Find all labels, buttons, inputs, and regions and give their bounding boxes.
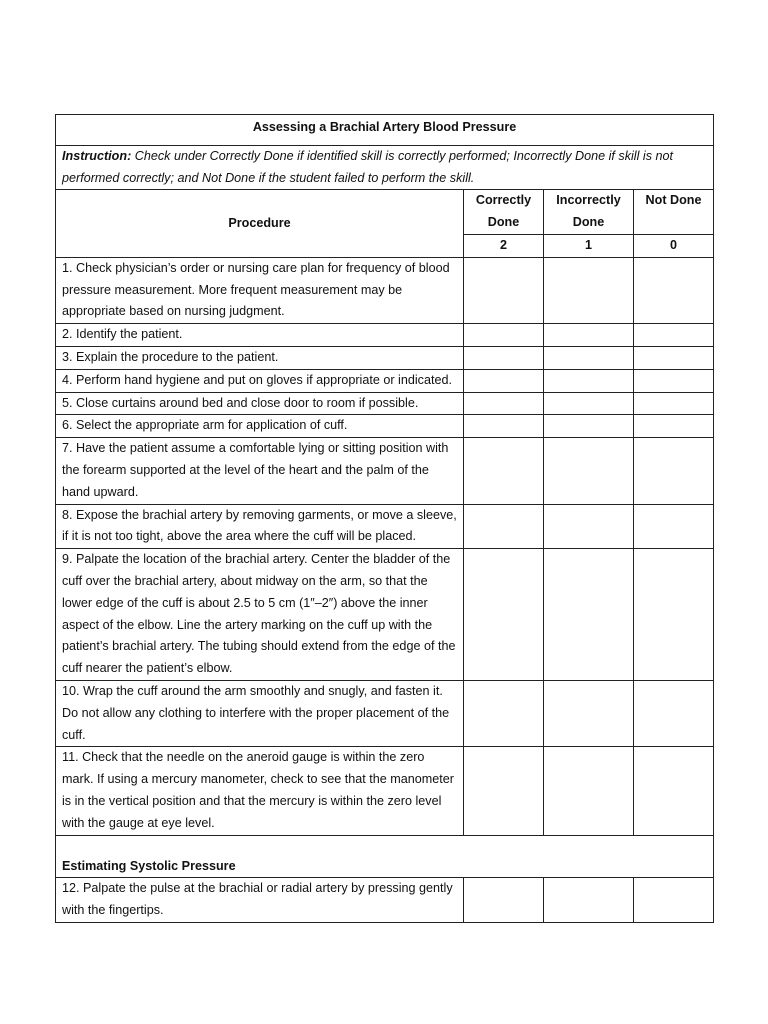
incorrectly-done-check-cell[interactable]	[544, 415, 634, 438]
incorrectly-done-check-cell[interactable]	[544, 549, 634, 681]
incorrectly-done-check-cell[interactable]	[544, 747, 634, 835]
table-row	[56, 438, 714, 504]
not-done-check-cell[interactable]	[634, 504, 714, 549]
procedure-step: 6. Select the appropriate arm for application of cuff.	[56, 415, 464, 438]
not-done-check-cell[interactable]	[634, 392, 714, 415]
correctly-done-check-cell[interactable]	[464, 747, 544, 835]
procedure-step: 2. Identify the patient.	[56, 324, 464, 347]
checklist-sheet	[55, 114, 713, 923]
incorrectly-done-check-cell[interactable]	[544, 438, 634, 504]
correctly-done-check-cell[interactable]	[464, 878, 544, 923]
correctly-done-check-cell[interactable]	[464, 257, 544, 323]
not-done-check-cell[interactable]	[634, 878, 714, 923]
procedure-step: 7. Have the patient assume a comfortable lying or sitting position with the forearm supported at the level of the heart and the palm of the hand upward.	[56, 438, 464, 504]
not-done-check-cell[interactable]	[634, 680, 714, 746]
table-row	[56, 346, 714, 369]
not-done-check-cell[interactable]	[634, 346, 714, 369]
table-row	[56, 504, 714, 549]
table-row	[56, 392, 714, 415]
not-done-check-cell[interactable]	[634, 415, 714, 438]
procedure-step: 12. Palpate the pulse at the brachial or radial artery by pressing gently with the fingertips.	[56, 878, 464, 923]
title-row	[56, 115, 714, 146]
section-title: Estimating Systolic Pressure	[56, 835, 714, 878]
instruction-text: Check under Correctly Done if identified skill is correctly performed; Incorrectly Done if skill is not performed correctly; and Not Done if the student failed to perform the skill.	[62, 148, 673, 185]
header-correctly-line1: Correctly	[475, 193, 532, 208]
instruction-cell	[56, 145, 714, 190]
procedure-step: 5. Close curtains around bed and close door to room if possible.	[56, 392, 464, 415]
score-correctly-done: 2	[464, 234, 544, 257]
correctly-done-check-cell[interactable]	[464, 680, 544, 746]
correctly-done-check-cell[interactable]	[464, 438, 544, 504]
score-not-done: 0	[634, 234, 714, 257]
table-row	[56, 415, 714, 438]
correctly-done-check-cell[interactable]	[464, 504, 544, 549]
header-correctly-line2: Done	[487, 215, 520, 230]
table-title: Assessing a Brachial Artery Blood Pressure	[56, 115, 714, 146]
procedure-step: 8. Expose the brachial artery by removing garments, or move a sleeve, if it is not too tight, above the area where the cuff will be placed.	[56, 504, 464, 549]
incorrectly-done-check-cell[interactable]	[544, 369, 634, 392]
incorrectly-done-check-cell[interactable]	[544, 878, 634, 923]
procedure-step: 3. Explain the procedure to the patient.	[56, 346, 464, 369]
not-done-check-cell[interactable]	[634, 438, 714, 504]
table-row	[56, 324, 714, 347]
incorrectly-done-check-cell[interactable]	[544, 346, 634, 369]
header-not-done: Not Done	[634, 190, 714, 235]
procedure-checklist-table	[55, 114, 714, 923]
table-row	[56, 878, 714, 923]
instruction-label: Instruction:	[62, 148, 132, 163]
table-row	[56, 257, 714, 323]
procedure-step: 1. Check physician’s order or nursing care plan for frequency of blood pressure measurement. More frequent measurement may be appropriate based on nursing judgment.	[56, 257, 464, 323]
procedure-step: 9. Palpate the location of the brachial artery. Center the bladder of the cuff over the brachial artery, about midway on the arm, so that the lower edge of the cuff is about 2.5 to 5 cm (1″–2″) above the inner aspect of the elbow. Line the artery marking on the cuff up with the patient’s brachial artery. The tubing should extend from the edge of the cuff nearer the patient’s elbow.	[56, 549, 464, 681]
procedure-step: 11. Check that the needle on the aneroid gauge is within the zero mark. If using a mercury manometer, check to see that the manometer is in the vertical position and that the mercury is within the zero level with the gauge at eye level.	[56, 747, 464, 835]
table-row	[56, 549, 714, 681]
incorrectly-done-check-cell[interactable]	[544, 257, 634, 323]
score-incorrectly-done: 1	[544, 234, 634, 257]
not-done-check-cell[interactable]	[634, 549, 714, 681]
header-correctly-done	[464, 190, 544, 235]
incorrectly-done-check-cell[interactable]	[544, 504, 634, 549]
procedure-step: 4. Perform hand hygiene and put on gloves if appropriate or indicated.	[56, 369, 464, 392]
incorrectly-done-check-cell[interactable]	[544, 324, 634, 347]
instruction-row	[56, 145, 714, 190]
not-done-check-cell[interactable]	[634, 324, 714, 347]
table-row	[56, 747, 714, 835]
header-incorrectly-line1: Incorrectly	[556, 193, 621, 208]
correctly-done-check-cell[interactable]	[464, 549, 544, 681]
header-procedure: Procedure	[56, 190, 464, 257]
correctly-done-check-cell[interactable]	[464, 415, 544, 438]
not-done-check-cell[interactable]	[634, 369, 714, 392]
correctly-done-check-cell[interactable]	[464, 392, 544, 415]
procedure-step: 10. Wrap the cuff around the arm smoothly and snugly, and fasten it. Do not allow any clothing to interfere with the proper placement of the cuff.	[56, 680, 464, 746]
correctly-done-check-cell[interactable]	[464, 324, 544, 347]
header-row	[56, 190, 714, 235]
correctly-done-check-cell[interactable]	[464, 346, 544, 369]
table-row	[56, 369, 714, 392]
header-incorrectly-done	[544, 190, 634, 235]
not-done-check-cell[interactable]	[634, 257, 714, 323]
table-row	[56, 680, 714, 746]
incorrectly-done-check-cell[interactable]	[544, 392, 634, 415]
correctly-done-check-cell[interactable]	[464, 369, 544, 392]
incorrectly-done-check-cell[interactable]	[544, 680, 634, 746]
section-row	[56, 835, 714, 878]
header-incorrectly-line2: Done	[572, 215, 605, 230]
not-done-check-cell[interactable]	[634, 747, 714, 835]
